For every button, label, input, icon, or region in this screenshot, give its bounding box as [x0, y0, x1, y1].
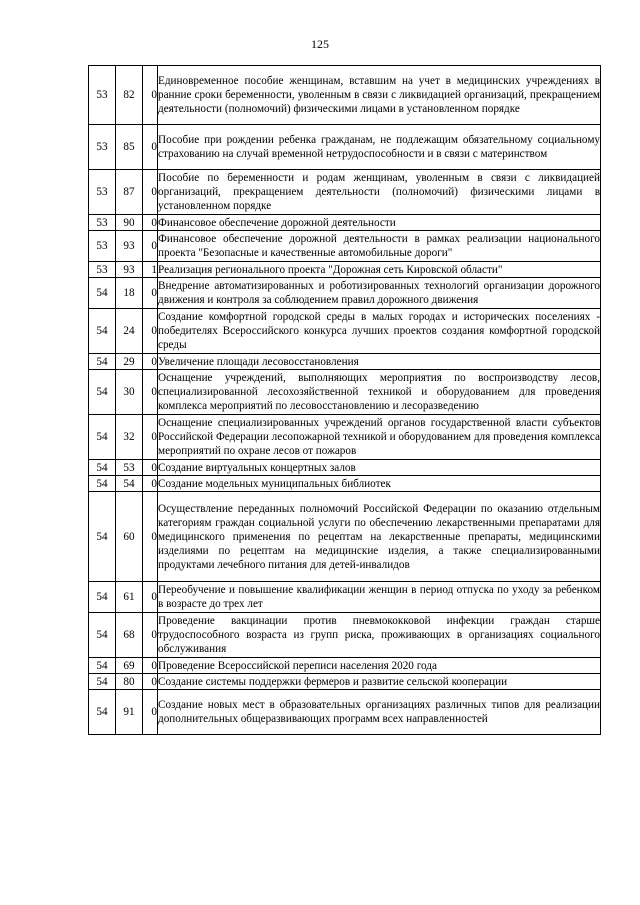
- code-part-3: 0: [143, 674, 158, 690]
- row-description: Увеличение площади лесовосстановления: [158, 354, 601, 370]
- code-part-1: 54: [89, 309, 116, 354]
- table-row: [89, 613, 601, 658]
- code-part-3: 0: [143, 658, 158, 674]
- code-part-1: 54: [89, 476, 116, 492]
- code-part-2: 93: [116, 231, 143, 262]
- code-part-2: 93: [116, 262, 143, 278]
- table-row: [89, 460, 601, 476]
- row-description: Создание новых мест в образовательных организациях различных типов для реализации дополнительных общеразвивающих программ всех направленностей: [158, 690, 601, 735]
- code-part-1: 54: [89, 415, 116, 460]
- code-part-3: 0: [143, 231, 158, 262]
- table-row: [89, 674, 601, 690]
- code-part-2: 68: [116, 613, 143, 658]
- row-description: Создание виртуальных концертных залов: [158, 460, 601, 476]
- table-row: [89, 262, 601, 278]
- row-description: Пособие при рождении ребенка гражданам, не подлежащим обязательному социальному страхованию на случай временной нетрудоспособности и в связи с материнством: [158, 125, 601, 170]
- row-description: Оснащение учреждений, выполняющих мероприятия по воспроизводству лесов, специализированной лесохозяйственной техникой и оборудованием для проведения комплекса мероприятий по лесовосстановлению и лесоразведению: [158, 370, 601, 415]
- table-row: [89, 278, 601, 309]
- code-part-1: 54: [89, 492, 116, 582]
- code-part-1: 54: [89, 278, 116, 309]
- code-part-2: 53: [116, 460, 143, 476]
- code-part-3: 0: [143, 582, 158, 613]
- code-part-2: 54: [116, 476, 143, 492]
- code-part-3: 0: [143, 492, 158, 582]
- code-part-2: 24: [116, 309, 143, 354]
- row-description: Пособие по беременности и родам женщинам, уволенным в связи с ликвидацией организаций, прекращением деятельности (полномочий) физическими лицами в установленном порядке: [158, 170, 601, 215]
- table-row: [89, 66, 601, 125]
- code-part-3: 0: [143, 460, 158, 476]
- code-part-1: 54: [89, 370, 116, 415]
- code-part-2: 80: [116, 674, 143, 690]
- row-description: Внедрение автоматизированных и роботизированных технологий организации дорожного движения и контроля за соблюдением правил дорожного движения: [158, 278, 601, 309]
- table-row: [89, 370, 601, 415]
- code-part-3: 0: [143, 309, 158, 354]
- code-part-3: 0: [143, 125, 158, 170]
- code-part-1: 53: [89, 170, 116, 215]
- table-row: [89, 658, 601, 674]
- table-row: [89, 215, 601, 231]
- code-part-1: 53: [89, 215, 116, 231]
- code-part-1: 54: [89, 674, 116, 690]
- table-row: [89, 125, 601, 170]
- row-description: Проведение Всероссийской переписи населения 2020 года: [158, 658, 601, 674]
- code-part-1: 54: [89, 690, 116, 735]
- code-part-2: 61: [116, 582, 143, 613]
- code-part-2: 29: [116, 354, 143, 370]
- row-description: Создание комфортной городской среды в малых городах и исторических поселениях - победителях Всероссийского конкурса лучших проектов создания комфортной городской среды: [158, 309, 601, 354]
- code-part-3: 0: [143, 66, 158, 125]
- row-description: Переобучение и повышение квалификации женщин в период отпуска по уходу за ребенком в возрасте до трех лет: [158, 582, 601, 613]
- code-part-1: 54: [89, 582, 116, 613]
- code-part-2: 87: [116, 170, 143, 215]
- code-part-3: 0: [143, 170, 158, 215]
- code-part-1: 53: [89, 125, 116, 170]
- table-row: [89, 415, 601, 460]
- row-description: Создание модельных муниципальных библиотек: [158, 476, 601, 492]
- row-description: Оснащение специализированных учреждений органов государственной власти субъектов Российской Федерации лесопожарной техникой и оборудованием для проведения комплекса мероприятий по охране лесов от пожаров: [158, 415, 601, 460]
- table-row: [89, 231, 601, 262]
- code-part-1: 54: [89, 354, 116, 370]
- code-part-2: 60: [116, 492, 143, 582]
- row-description: Осуществление переданных полномочий Российской Федерации по оказанию отдельным категориям граждан социальной услуги по обеспечению лекарственными препаратами для медицинского применения по рецептам на лекарственные препараты, медицинскими изделиями по рецептам на медицинские изделия, а также специализированными продуктами лечебного питания для детей-инвалидов: [158, 492, 601, 582]
- code-part-1: 53: [89, 231, 116, 262]
- code-part-3: 0: [143, 278, 158, 309]
- code-part-2: 90: [116, 215, 143, 231]
- table-row: [89, 492, 601, 582]
- table-row: [89, 476, 601, 492]
- code-part-1: 53: [89, 262, 116, 278]
- code-part-2: 85: [116, 125, 143, 170]
- row-description: Проведение вакцинации против пневмококковой инфекции граждан старше трудоспособного возраста из групп риска, проживающих в организациях социального обслуживания: [158, 613, 601, 658]
- code-part-3: 0: [143, 476, 158, 492]
- row-description: Создание системы поддержки фермеров и развитие сельской кооперации: [158, 674, 601, 690]
- row-description: Финансовое обеспечение дорожной деятельности в рамках реализации национального проекта "Безопасные и качественные автомобильные дороги": [158, 231, 601, 262]
- code-part-2: 30: [116, 370, 143, 415]
- code-part-2: 32: [116, 415, 143, 460]
- code-part-3: 0: [143, 370, 158, 415]
- table-row: [89, 354, 601, 370]
- code-part-2: 69: [116, 658, 143, 674]
- row-description: Финансовое обеспечение дорожной деятельности: [158, 215, 601, 231]
- code-part-2: 82: [116, 66, 143, 125]
- code-part-2: 91: [116, 690, 143, 735]
- code-part-3: 1: [143, 262, 158, 278]
- code-part-3: 0: [143, 690, 158, 735]
- code-part-1: 54: [89, 613, 116, 658]
- code-part-3: 0: [143, 354, 158, 370]
- code-part-3: 0: [143, 613, 158, 658]
- table-row: [89, 690, 601, 735]
- code-part-3: 0: [143, 415, 158, 460]
- code-part-3: 0: [143, 215, 158, 231]
- table-row: [89, 582, 601, 613]
- row-description: Реализация регионального проекта "Дорожная сеть Кировской области": [158, 262, 601, 278]
- code-part-2: 18: [116, 278, 143, 309]
- table-row: [89, 170, 601, 215]
- code-part-1: 54: [89, 658, 116, 674]
- page-number: 125: [311, 37, 329, 51]
- code-part-1: 54: [89, 460, 116, 476]
- code-part-1: 53: [89, 66, 116, 125]
- table-row: [89, 309, 601, 354]
- budget-code-table: [88, 65, 601, 735]
- row-description: Единовременное пособие женщинам, вставшим на учет в медицинских учреждениях в ранние сроки беременности, уволенным в связи с ликвидацией организаций, прекращением деятельности (полномочий) физическими лицами в установленном порядке: [158, 66, 601, 125]
